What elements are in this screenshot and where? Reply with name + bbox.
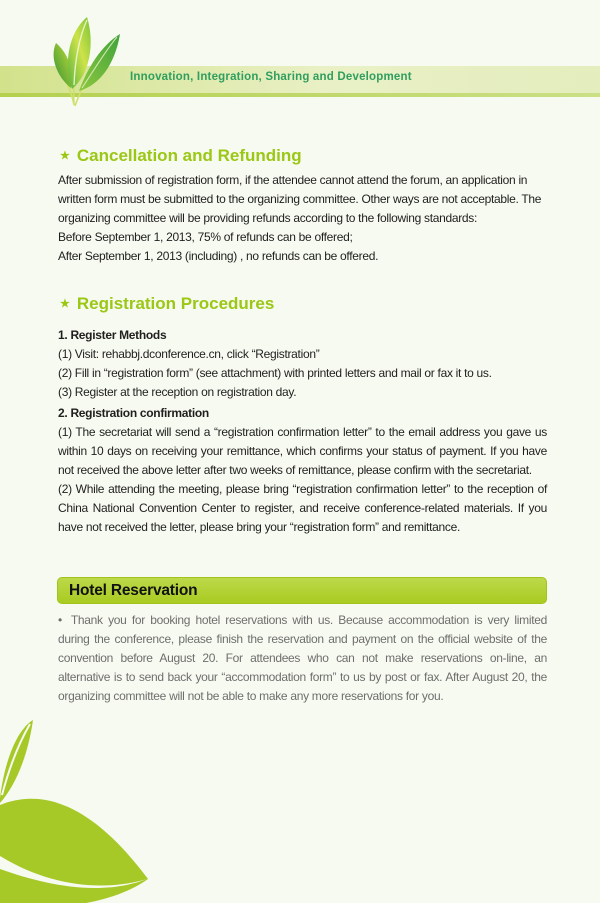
refund-rule-before: Before September 1, 2013, 75% of refunds can be offered; [58,230,353,244]
register-methods-list [58,345,547,402]
star-icon: ★ [60,298,70,310]
leaf-decoration-bottom [0,713,172,903]
section-title-text: Registration Procedures [76,294,275,313]
cancellation-paragraph: After submission of registration form, if the attendee cannot attend the forum, an application in written form must be submitted to the organizing committee. Other ways are not acceptable. The organizing committee will be providing refunds according to the following standards: [58,173,542,225]
header-tagline: Innovation, Integration, Sharing and Development [130,71,412,83]
hotel-paragraph: Thank you for booking hotel reservations with us. Because accommodation is very limited during the conference, please finish the reservation and payment on the official website of the convention before August 20. For attendees who can not make reservations on-line, an alternative is to send back your “accommodation form” to us by post or fax. After August 20, the organizing committee will not be able to make any more reservations for you. [58,613,547,703]
section-title-registration [60,294,274,314]
hotel-reservation-header-bar [57,577,547,604]
register-method-item: (2) Fill in “registration form” (see attachment) with printed letters and mail or fax it to us. [58,366,492,380]
refund-rule-after: After September 1, 2013 (including) , no refunds can be offered. [58,249,379,263]
confirmation-paragraph: (2) While attending the meeting, please bring “registration confirmation letter” to the reception of China National Convention Center to register, and receive conference-related materials. If you have not received the letter, please bring your “registration form” and remittance. [58,482,547,534]
register-method-item: (1) Visit: rehabbj.dconference.cn, click “Registration” [58,347,320,361]
leaf-cluster-icon [44,8,130,110]
register-method-item: (3) Register at the reception on registration day. [58,385,297,399]
section-title-text: Cancellation and Refunding [76,146,302,165]
registration-confirmation-body [58,423,547,537]
bullet-icon: • [58,613,62,627]
hotel-reservation-body [58,611,547,706]
hotel-reservation-title: Hotel Reservation [69,582,198,599]
cancellation-body [58,171,547,266]
registration-confirmation-heading: 2. Registration confirmation [58,406,209,420]
section-title-cancellation [60,146,302,166]
star-icon: ★ [60,150,70,162]
confirmation-paragraph: (1) The secretariat will send a “registration confirmation letter” to the email address you gave us within 10 days on receiving your remittance, which confirms your status of payment. If you have not received the above letter after two weeks of remittance, please confirm with the secretariat. [58,425,547,477]
register-methods-heading: 1. Register Methods [58,328,167,342]
